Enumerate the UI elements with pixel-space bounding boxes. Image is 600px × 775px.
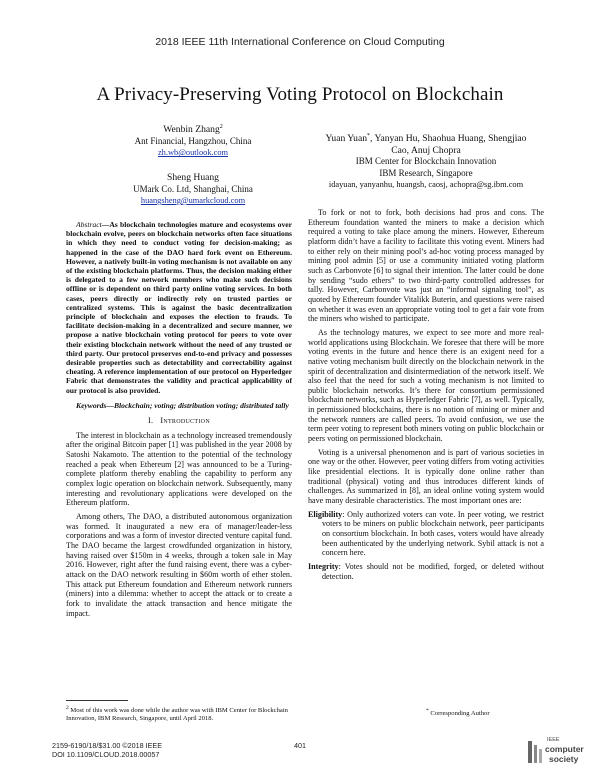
author-name: Sheng Huang	[167, 172, 219, 183]
ieee-computer-society-logo	[527, 737, 584, 767]
doi-line: DOI 10.1109/CLOUD.2018.00057	[52, 750, 160, 759]
abstract	[66, 220, 292, 395]
footer-identifiers	[52, 741, 162, 759]
footnote-text: Corresponding Author	[428, 710, 490, 718]
abstract-label: Abstract	[76, 220, 102, 229]
logo-text-society: society	[549, 754, 579, 764]
paper-title: A Privacy-Preserving Voting Protocol on Blockchain	[96, 84, 504, 105]
logo-text-ieee: IEEE	[547, 737, 560, 743]
footnote-marker: 2	[66, 705, 69, 711]
logo-text-computer: computer	[545, 744, 584, 754]
section-number: I.	[148, 416, 154, 426]
author-superscript: 2	[219, 124, 223, 130]
property-eligibility	[308, 510, 544, 558]
section-title: Introduction	[160, 416, 210, 426]
conference-header: 2018 IEEE 11th International Conference on Cloud Computing	[155, 36, 445, 48]
author-email-link[interactable]: huangsheng@umarkcloud.com	[140, 196, 246, 205]
abstract-text: —As blockchain technologies mature and ecosystems over blockchain evolve, peers on blockchain networks often face situations in which they need to conduct voting for decision-making; as happened in the case of the DAO hard fork event on Ethereum. However, a natively built-in voting mechanism is not available on any of the existing blockchain platforms. Thus, the decision making either is delegated to a few network members who make such decisions offline or is dependent on third party online voting services. In both cases, peers directly or indirectly rely on trusted parties or centralized systems. This is against the basic decentralization principle of blockchain and exposes the election to frauds. To facilitate decision-making in a decentralized and secure manner, we propose a native blockchain voting protocol for peers to vote over their existing blockchain network without the need of any trusted or third party. Our protocol preserves end-to-end privacy and possesses desirable properties such as detectability and correctability against cheating. A reference implementation of our protocol on Hyperledger Fabric that demonstrates the validity and practical applicability of our protocol is also provided.	[66, 220, 292, 395]
keywords: Keywords—Blockchain; voting; distribution voting; distributed tally	[76, 400, 289, 410]
property-text: : Votes should not be modified, forged, or deleted without detection.	[322, 561, 544, 581]
author-emails: idayuan, yanyanhu, huangsh, caosj, achopra@sg.ibm.com	[328, 180, 524, 190]
author-block-1	[98, 122, 288, 159]
society-logo-icon	[527, 739, 543, 765]
right-column	[308, 208, 544, 585]
isbn-line: 2159-6190/18/$31.00 ©2018 IEEE	[52, 741, 163, 750]
author-affiliation: IBM Center for Blockchain Innovation	[355, 156, 497, 167]
footnote-rule-left	[66, 700, 128, 701]
footnote-right	[426, 707, 546, 718]
author-email-link[interactable]: zh.wb@outlook.com	[157, 148, 229, 158]
footnote-marker: *	[426, 708, 429, 714]
author-affiliation-2: IBM Research, Singapore	[379, 167, 473, 178]
author-affiliation: Ant Financial, Hangzhou, China	[134, 135, 252, 146]
section-heading	[66, 416, 292, 426]
property-text: : Only authorized voters can vote. In peer voting, we restrict voters to be miners on public blockchain network, peer participants on consortium blockchain. In both cases, voters would have already been authenticated by the underlying network. Sybil attack is not a concern here.	[322, 509, 544, 558]
property-label: Integrity	[308, 561, 339, 571]
author-name: Wenbin Zhang	[163, 124, 220, 136]
property-integrity	[308, 562, 544, 581]
paragraph: Among others, The DAO, a distributed autonomous organization was formed. It inaugurated a new era of manager/leader-less corporations and was a form of investor directed venture capital fund. The DAO became the largest crowdfunded organization in history, having raised over $150m in 4 weeks, through a token sale in May 2016. However, right after the fund raising event, there was a cyber-attack on the DAO network resulting in $60m worth of ether stolen. This attack put Ethereum foundation and Ethereum network runners (miners) into a dilemma: whether to accept the attack or to create a fork to invalidate the attack transaction and hence mitigate the impact.	[66, 511, 292, 618]
footnote-text: Most of this work was done while the author was with IBM Center for Blockchain Innovation, IBM Research, Singapore, until April 2018.	[66, 707, 288, 723]
author-names-cont: , Yanyan Hu, Shaohua Huang, Shengjiao	[370, 133, 527, 145]
left-column	[66, 220, 292, 622]
paragraph: Voting is a universal phenomenon and is part of various societies in one way or the other. However, peer voting differs from voting activities like presidential elections. It is typically done online rather than traditional (physical) voting and thus introduces different kinds of challenges. As summarized in [8], an ideal online voting system would have many desirable characteristics. The most important ones are:	[308, 447, 544, 506]
footnote-left	[66, 704, 292, 724]
author-affiliation: UMark Co. Ltd, Shanghai, China	[133, 183, 253, 194]
property-label: Eligibility	[308, 509, 343, 519]
author-names: Yuan Yuan	[325, 133, 368, 145]
author-names-line2: Cao, Anuj Chopra	[391, 144, 461, 156]
paragraph: The interest in blockchain as a technology increased tremendously after the original Bitcoin paper [1] was published in the year 2008 by Satoshi Nakamoto. The attention to the potential of the technology reached a peak when Ethereum [2] was announced to be a Turing-complete platform thereby enabling the capability to perform any complex logic operation on blockchain network. Subsequently, many interesting and revolutionary applications were developed on the Ethereum platform.	[66, 430, 292, 508]
page-number: 401	[294, 741, 306, 750]
paragraph: To fork or not to fork, both decisions had pros and cons. The Ethereum foundation wanted the miners to make a decision which required a voting to take place among the miners. However, Ethereum platform didn’t have a facility to facilitate this voting event. Miners had to either rely on their mining pool’s ad-hoc voting process managed by mining pool admin [5] or use a community initiated voting platform such as Carbonvote [6] to signal their intention. The latter could be done by sending “sudo ethers” to two third-party controlled addresses for tally. However, Carbonvote was just an “informal signaling tool”, as quoted by Ethereum founder Vitalikk Buterin, and questions were raised on whether it was even an appropriate voting tool to get a fair vote from the miners who wished to participate.	[308, 208, 544, 324]
paragraph: As the technology matures, we expect to see more and more real-world applications using Blockchain. We foresee that there will be more voting events in the future and hence there is an exigent need for a native voting mechanism built directly on the blockchain network in the spirit of decentralization and disintermediation of the network itself. We also feel that the need for such a voting mechanism is not limited to public blockchain networks. It’s there for consortium permissioned blockchain networks, such as Hyperledger Fabric [7], as well. Typically, in permissioned blockchains, there is no notion of mining or miner and the network runners are called peers. To avoid confusion, we use the term peer voting to represent both miners voting on public blockchain or peers voting on permissioned blockchain.	[308, 327, 544, 444]
author-block-3	[312, 131, 540, 191]
author-block-2	[98, 172, 288, 207]
author-superscript: *	[367, 133, 371, 139]
